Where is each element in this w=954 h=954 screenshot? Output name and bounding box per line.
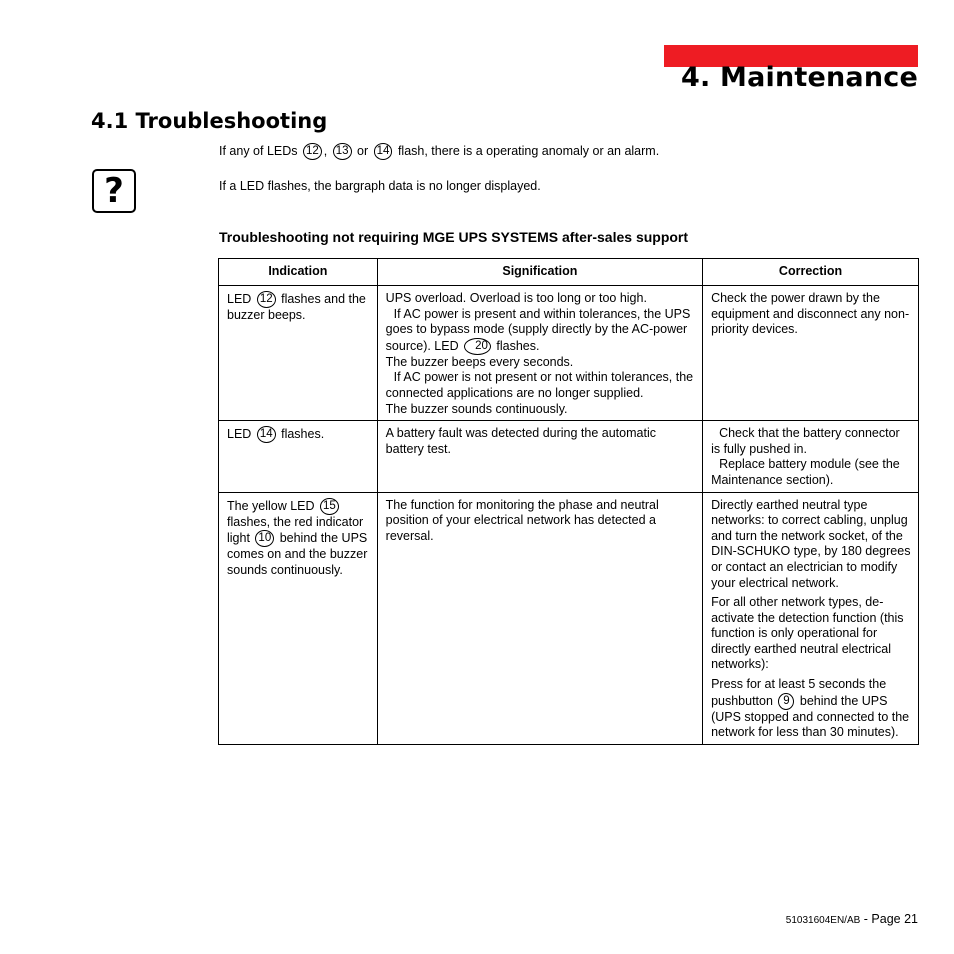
cell-text: The buzzer beeps every seconds. <box>385 354 574 369</box>
led-number-badge: 10 <box>255 530 274 547</box>
cell-text: If AC power is not present or not within tolerances, the connected applications are no longer supplied. <box>385 370 694 400</box>
column-header-indication: Indication <box>219 259 378 286</box>
signification-cell <box>377 492 702 744</box>
cell-text: LED <box>227 291 252 306</box>
cell-text: Check the power drawn by the equipment and disconnect any non-priority devices. <box>711 291 910 337</box>
correction-cell <box>703 421 919 492</box>
cell-text: For all other network types, de-activate the detection function (this function is only operational for directly earthed neutral electrical networks): <box>711 595 904 672</box>
section-title: 4.1 Troubleshooting <box>91 109 328 133</box>
cell-text: flashes. <box>281 426 325 441</box>
correction-cell <box>703 492 919 744</box>
intro-text-a: If any of LEDs <box>219 143 298 158</box>
indication-cell <box>219 286 378 421</box>
led-number-badge: 9 <box>778 693 794 710</box>
page-footer <box>786 912 918 926</box>
led-number-badge: 20 <box>464 338 491 355</box>
correction-cell <box>703 286 919 421</box>
document-code: 51031604EN/AB <box>785 915 861 926</box>
cell-text-part: behind the UPS (UPS stopped and connected to the network for less than 30 minutes). <box>711 693 910 740</box>
cell-text: The yellow LED <box>227 498 315 513</box>
page-number: - Page 21 <box>863 912 918 926</box>
cell-text: Check that the battery connector is fully pushed in. <box>711 426 900 456</box>
cell-text: flashes and the buzzer beeps. <box>227 291 366 322</box>
table-row <box>219 421 919 492</box>
intro-separator: , <box>323 143 328 158</box>
cell-text <box>711 677 911 741</box>
intro-text-b: flash, there is a operating anomaly or an alarm. <box>397 143 660 158</box>
signification-cell <box>377 286 702 421</box>
intro-led-line <box>219 143 659 160</box>
indication-cell <box>219 492 378 744</box>
led-number-badge: 14 <box>257 426 276 443</box>
led-number-badge: 12 <box>303 143 322 160</box>
cell-text <box>386 307 695 355</box>
indication-cell <box>219 421 378 492</box>
table-row <box>219 286 919 421</box>
table-header-row <box>219 259 919 286</box>
cell-text: UPS overload. Overload is too long or too high. <box>385 291 647 305</box>
cell-text-part: If AC power is present and within tolerances, the UPS goes to bypass mode (supply directly by the AC-power source). LED <box>385 306 691 353</box>
signification-cell <box>377 421 702 492</box>
cell-text: The function for monitoring the phase and neutral position of your electrical network has detected a reversal. <box>385 497 659 543</box>
intro-separator: or <box>357 143 369 158</box>
column-header-correction: Correction <box>703 259 919 286</box>
cell-text: Replace battery module (see the Maintenance section). <box>711 457 900 487</box>
column-header-signification: Signification <box>377 259 702 286</box>
cell-text: flashes, the red indicator light <box>227 514 364 545</box>
led-number-badge: 15 <box>320 498 339 515</box>
cell-text-part: flashes. <box>496 338 540 353</box>
troubleshooting-table <box>218 258 919 745</box>
table-heading: Troubleshooting not requiring MGE UPS SYSTEMS after-sales support <box>219 229 689 245</box>
chapter-title: 4. Maintenance <box>680 62 918 93</box>
question-icon: ? <box>92 169 136 213</box>
cell-text: behind the UPS comes on and the buzzer sounds continuously. <box>227 530 368 577</box>
cell-text: A battery fault was detected during the automatic battery test. <box>385 426 656 456</box>
led-number-badge: 12 <box>257 291 276 308</box>
cell-text-part: Press for at least 5 seconds the pushbutton <box>711 677 887 708</box>
cell-text: Directly earthed neutral type networks: to correct cabling, unplug and turn the network socket, of the DIN-SCHUKO type, by 180 degrees or contact an electrician to modify your electrical network. <box>711 497 911 590</box>
intro-bargraph-line: If a LED flashes, the bargraph data is no longer displayed. <box>219 179 541 193</box>
cell-text: The buzzer sounds continuously. <box>385 401 568 416</box>
led-number-badge: 13 <box>333 143 352 160</box>
led-number-badge: 14 <box>374 143 393 160</box>
table-row <box>219 492 919 744</box>
cell-text: LED <box>227 426 252 441</box>
